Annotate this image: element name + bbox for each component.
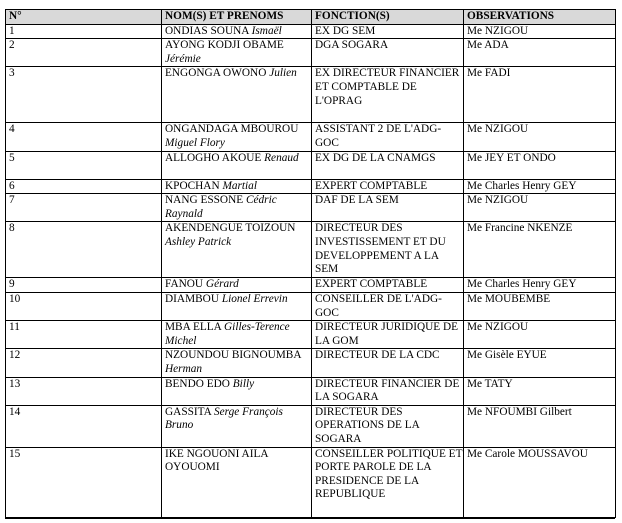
header-observations: OBSERVATIONS — [464, 10, 616, 25]
row-name — [162, 179, 312, 194]
table-row — [6, 405, 616, 447]
row-number: 2 — [6, 39, 162, 67]
surname: MBA ELLA — [165, 321, 222, 334]
row-number: 4 — [6, 123, 162, 151]
row-name — [162, 405, 312, 447]
table-row — [6, 321, 616, 349]
row-name — [162, 321, 312, 349]
surname: AKENDENGUE TOIZOUN — [165, 222, 296, 235]
row-number: 8 — [6, 222, 162, 278]
row-observations: Me FADI — [464, 67, 616, 123]
surname: NANG ESSONE — [165, 194, 244, 207]
row-function: EX DG SEM — [312, 24, 464, 39]
surname: GASSITA — [165, 405, 212, 418]
surname: IKE NGOUONI AILA OYOUOMI — [165, 447, 268, 474]
row-number: 6 — [6, 179, 162, 194]
row-function: DIRECTEUR FINANCIER DE LA SOGARA — [312, 377, 464, 405]
header-function: FONCTION(S) — [312, 10, 464, 25]
surname: ENGONGA OWONO — [165, 67, 267, 80]
header-number: N° — [6, 10, 162, 25]
header-names: NOM(S) ET PRENOMS — [162, 10, 312, 25]
table-row — [6, 151, 616, 179]
row-name — [162, 222, 312, 278]
row-name — [162, 123, 312, 151]
row-name — [162, 377, 312, 405]
row-name — [162, 349, 312, 377]
table-continuation-edge — [5, 518, 615, 523]
given-names: Billy — [232, 377, 255, 390]
table-row — [6, 39, 616, 67]
surname: NZOUNDOU BIGNOUMBA — [165, 349, 301, 362]
given-names: Gérard — [205, 278, 239, 291]
row-number: 3 — [6, 67, 162, 123]
row-function: DIRECTEUR DES OPERATIONS DE LA SOGARA — [312, 405, 464, 447]
row-name — [162, 278, 312, 293]
row-observations: Me Francine NKENZE — [464, 222, 616, 278]
row-observations: Me MOUBEMBE — [464, 292, 616, 320]
given-names: Gilles-Terence Michel — [165, 321, 290, 347]
surname: ONDIAS SOUNA — [165, 24, 249, 37]
row-function: CONSEILLER DE L'ADG-GOC — [312, 292, 464, 320]
row-function: EXPERT COMPTABLE — [312, 179, 464, 194]
given-names: Julien — [269, 67, 297, 80]
defendants-table — [5, 9, 616, 518]
row-observations: Me JEY ET ONDO — [464, 151, 616, 179]
row-observations: Me Charles Henry GEY — [464, 278, 616, 293]
given-names: Renaud — [264, 151, 299, 164]
given-names: Herman — [165, 362, 203, 375]
row-number: 11 — [6, 321, 162, 349]
surname: BENDO EDO — [165, 377, 230, 390]
row-name — [162, 447, 312, 517]
row-observations: Me NZIGOU — [464, 194, 616, 222]
table-row — [6, 123, 616, 151]
row-function: DAF DE LA SEM — [312, 194, 464, 222]
row-observations: Me Gisèle EYUE — [464, 349, 616, 377]
given-names: Serge François Bruno — [165, 405, 283, 432]
row-observations: Me Carole MOUSSAVOU — [464, 447, 616, 517]
row-observations: Me TATY — [464, 377, 616, 405]
row-name — [162, 194, 312, 222]
surname: DIAMBOU — [165, 292, 219, 305]
row-number: 15 — [6, 447, 162, 517]
row-observations: Me NFOUMBI Gilbert — [464, 405, 616, 447]
surname: FANOU — [165, 278, 204, 291]
row-name — [162, 24, 312, 39]
row-number: 1 — [6, 24, 162, 39]
given-names: Ismaël — [251, 24, 282, 37]
given-names: Jérémie — [165, 52, 201, 65]
given-names: Miguel Flory — [165, 136, 225, 149]
table-row — [6, 24, 616, 39]
given-names: Cédric Raynald — [165, 194, 277, 220]
surname: AYONG KODJI OBAME — [165, 39, 284, 52]
table-row — [6, 377, 616, 405]
table-row — [6, 292, 616, 320]
row-function: DIRECTEUR JURIDIQUE DE LA GOM — [312, 321, 464, 349]
row-number: 10 — [6, 292, 162, 320]
row-function: EX DG DE LA CNAMGS — [312, 151, 464, 179]
row-observations: Me NZIGOU — [464, 24, 616, 39]
row-name — [162, 39, 312, 67]
row-number: 14 — [6, 405, 162, 447]
row-function: EX DIRECTEUR FINANCIER ET COMPTABLE DE L'OPRAG — [312, 67, 464, 123]
table-row — [6, 447, 616, 517]
row-number: 9 — [6, 278, 162, 293]
row-observations: Me NZIGOU — [464, 123, 616, 151]
row-function: DIRECTEUR DE LA CDC — [312, 349, 464, 377]
table-row — [6, 194, 616, 222]
table-row — [6, 179, 616, 194]
row-number: 12 — [6, 349, 162, 377]
row-number: 13 — [6, 377, 162, 405]
row-function: DGA SOGARA — [312, 39, 464, 67]
row-number: 7 — [6, 194, 162, 222]
row-name — [162, 151, 312, 179]
given-names: Ashley Patrick — [165, 235, 232, 248]
row-name — [162, 292, 312, 320]
surname: KPOCHAN — [165, 179, 220, 192]
table-body — [6, 24, 616, 517]
table-row — [6, 67, 616, 123]
table-row — [6, 349, 616, 377]
row-function: CONSEILLER POLITIQUE ET PORTE PAROLE DE LA PRESIDENCE DE LA REPUBLIQUE — [312, 447, 464, 517]
row-function: ASSISTANT 2 DE L'ADG-GOC — [312, 123, 464, 151]
surname: ALLOGHO AKOUE — [165, 151, 262, 164]
given-names: Martial — [222, 179, 257, 192]
row-observations: Me Charles Henry GEY — [464, 179, 616, 194]
row-observations: Me NZIGOU — [464, 321, 616, 349]
row-number: 5 — [6, 151, 162, 179]
table-row — [6, 222, 616, 278]
row-function: EXPERT COMPTABLE — [312, 278, 464, 293]
row-function: DIRECTEUR DES INVESTISSEMENT ET DU DEVELOPPEMENT A LA SEM — [312, 222, 464, 278]
surname: ONGANDAGA MBOUROU — [165, 123, 299, 136]
given-names: Lionel Errevin — [221, 292, 288, 305]
header-row — [6, 10, 616, 25]
row-name — [162, 67, 312, 123]
row-observations: Me ADA — [464, 39, 616, 67]
table-row — [6, 278, 616, 293]
